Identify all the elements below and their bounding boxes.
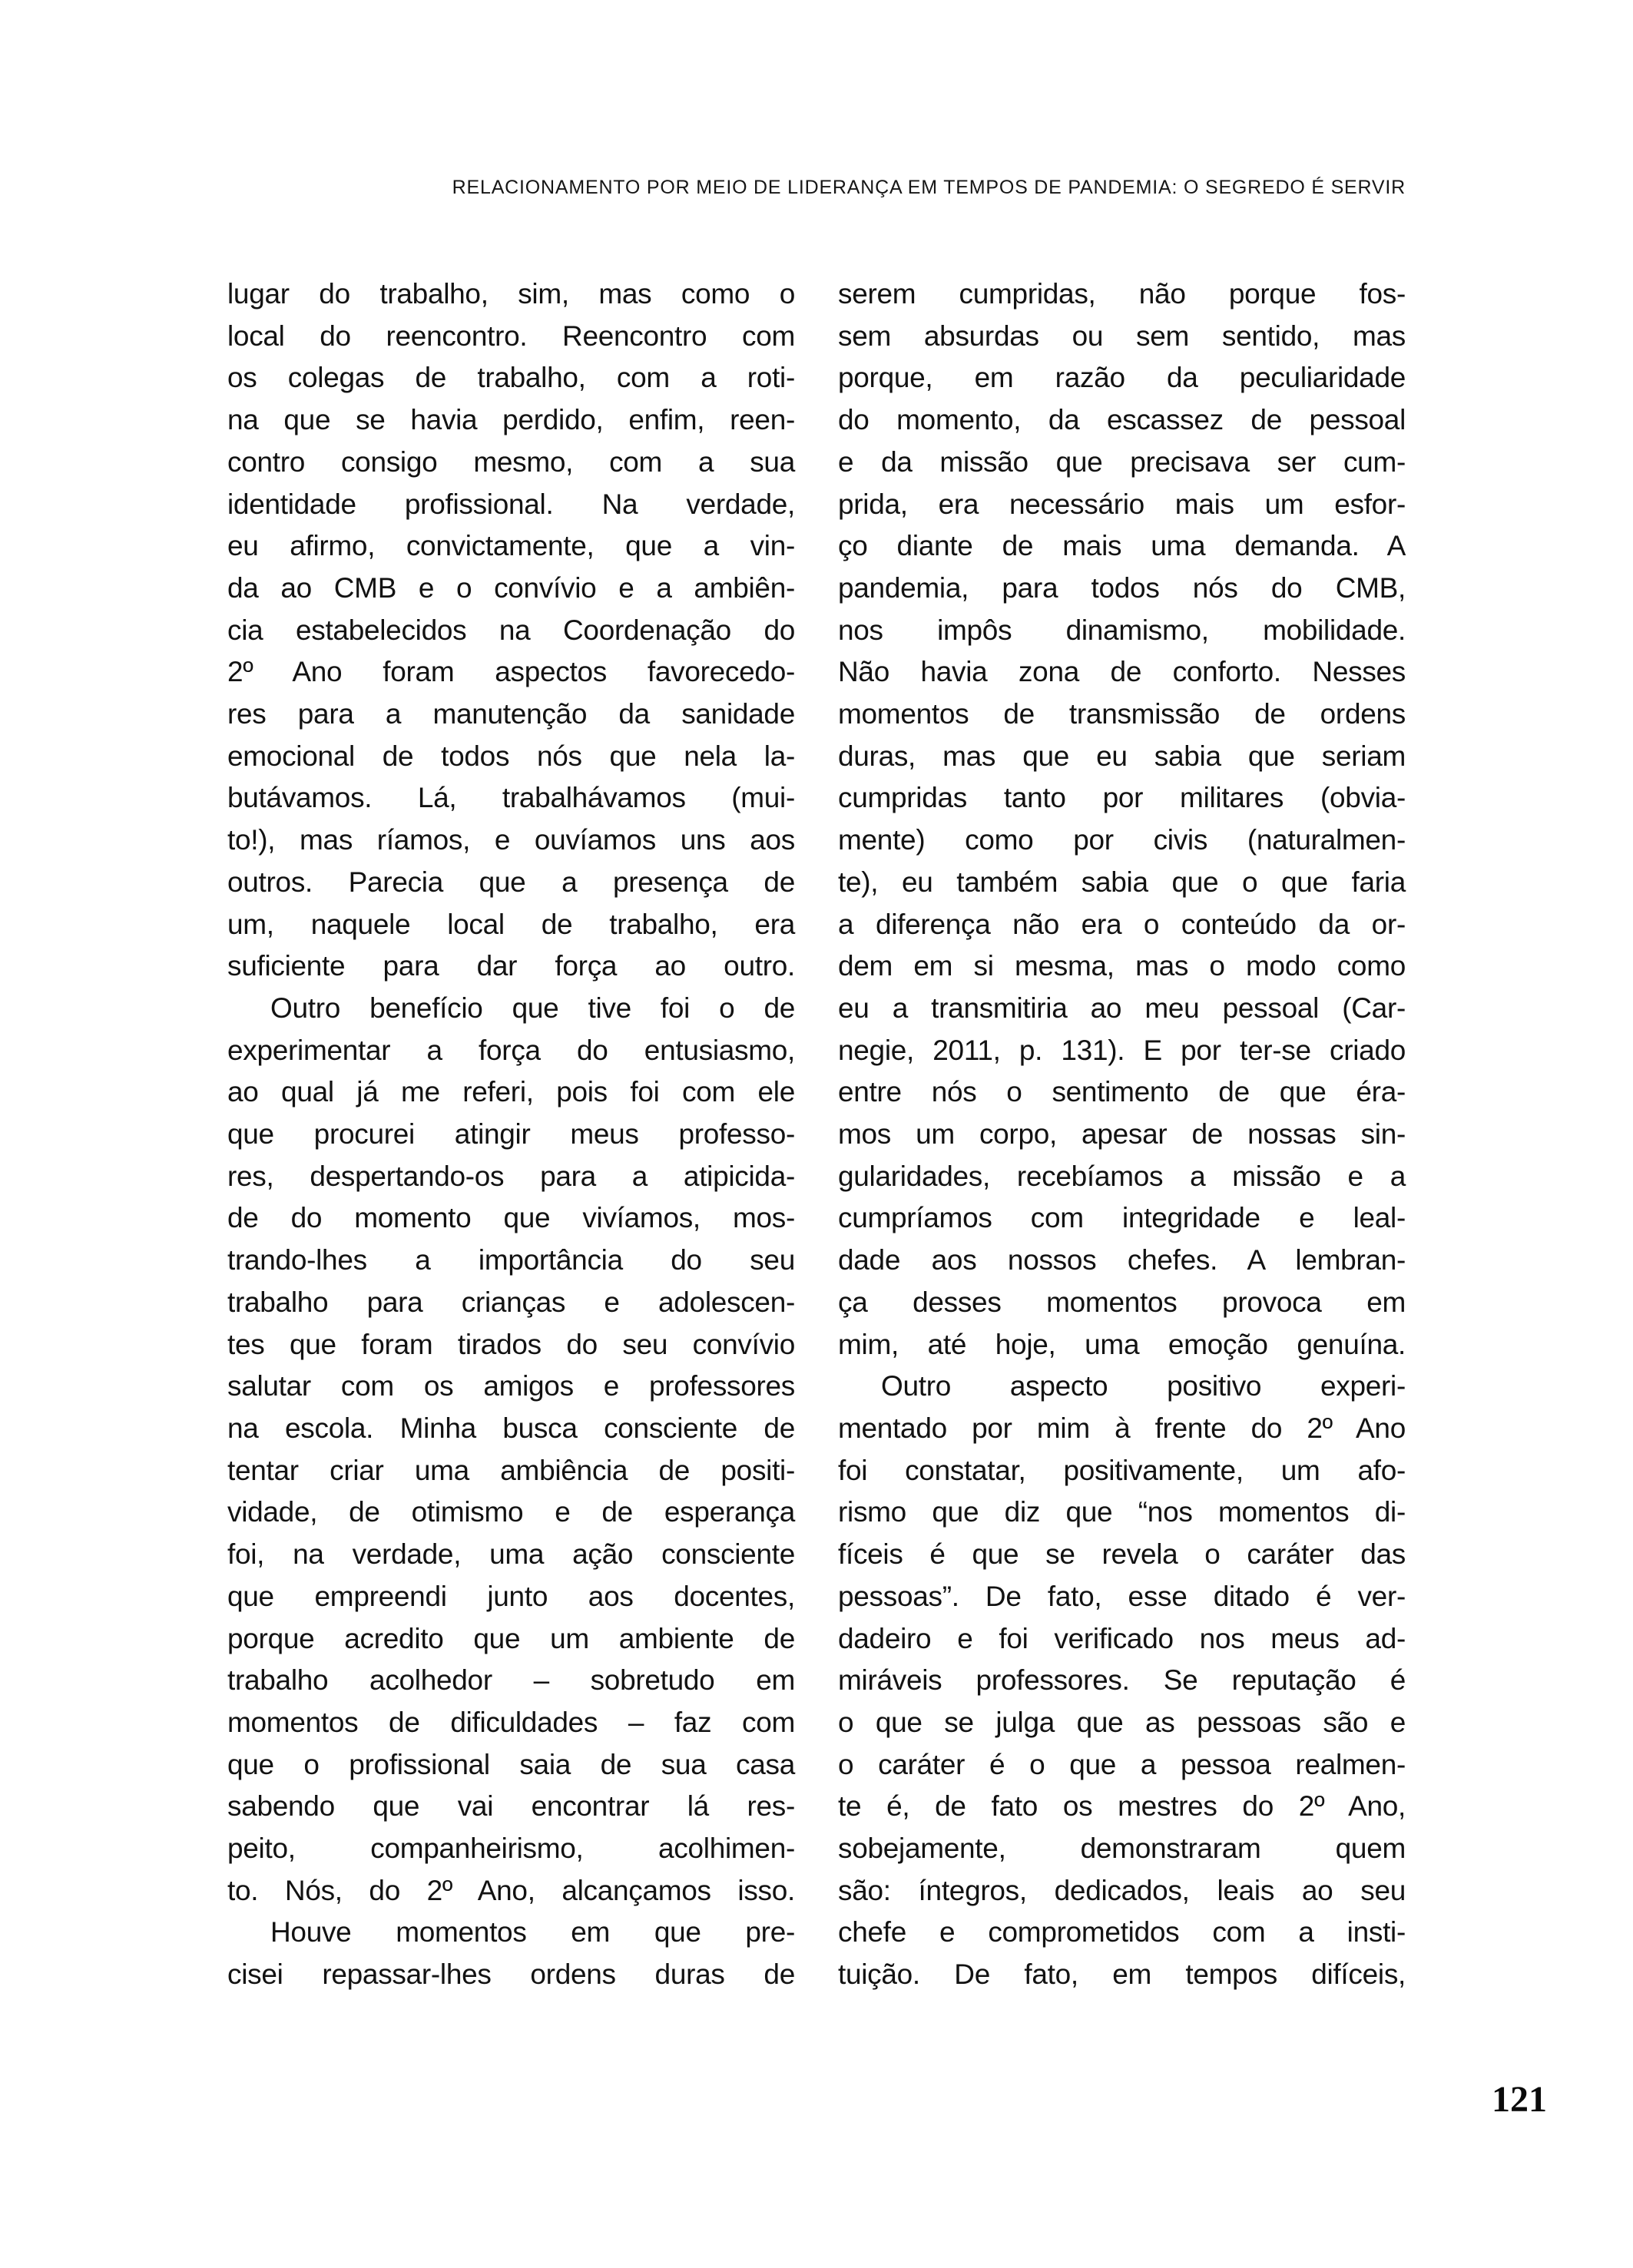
text-line: emocional de todos nós que nela la- xyxy=(227,740,795,772)
text-line: mente) como por civis (naturalmen- xyxy=(838,824,1406,856)
text-line: e da missão que precisava ser cum- xyxy=(838,445,1406,478)
text-block xyxy=(227,273,1406,1996)
text-line: eu a transmitiria ao meu pessoal (Car- xyxy=(838,992,1406,1024)
text-line: lugar do trabalho, sim, mas como o xyxy=(227,278,795,310)
text-line: sabendo que vai encontrar lá res- xyxy=(227,1790,795,1823)
text-line: te), eu também sabia que o que faria xyxy=(838,866,1406,898)
text-line: dadeiro e foi verificado nos meus ad- xyxy=(838,1622,1406,1654)
text-line: salutar com os amigos e professores xyxy=(227,1370,795,1402)
text-line: trabalho para crianças e adolescen- xyxy=(227,1286,795,1318)
running-header: RELACIONAMENTO POR MEIO DE LIDERANÇA EM TEMPOS DE PANDEMIA: O SEGREDO É SERVIR xyxy=(452,177,1406,198)
text-line: um, naquele local de trabalho, era xyxy=(227,908,795,940)
text-line: mos um corpo, apesar de nossas sin- xyxy=(838,1118,1406,1151)
left-column xyxy=(227,273,795,1996)
text-line: to. Nós, do 2º Ano, alcançamos isso. xyxy=(227,1874,795,1906)
text-line: Outro aspecto positivo experi- xyxy=(881,1370,1406,1402)
text-line: ço diante de mais uma demanda. A xyxy=(838,530,1406,562)
text-line: identidade profissional. Na verdade, xyxy=(227,488,795,520)
text-line: peito, companheirismo, acolhimen- xyxy=(227,1833,795,1865)
text-line: nos impôs dinamismo, mobilidade. xyxy=(838,614,1406,646)
text-line: serem cumpridas, não porque fos- xyxy=(838,278,1406,310)
text-line: contro consigo mesmo, com a sua xyxy=(227,445,795,478)
text-line: ao qual já me referi, pois foi com ele xyxy=(227,1076,795,1108)
text-line: Houve momentos em que pre- xyxy=(270,1916,795,1948)
text-line: cisei repassar-lhes ordens duras de xyxy=(227,1958,795,1991)
text-line: do momento, da escassez de pessoal xyxy=(838,404,1406,436)
text-line: res, despertando-os para a atipicida- xyxy=(227,1160,795,1192)
text-line: cumpríamos com integridade e leal- xyxy=(838,1202,1406,1234)
text-line: vidade, de otimismo e de esperança xyxy=(227,1496,795,1528)
text-line: trando-lhes a importância do seu xyxy=(227,1244,795,1276)
text-line: sobejamente, demonstraram quem xyxy=(838,1833,1406,1865)
text-line: tes que foram tirados do seu convívio xyxy=(227,1328,795,1360)
text-line: 2º Ano foram aspectos favorecedo- xyxy=(227,656,795,688)
text-line: os colegas de trabalho, com a roti- xyxy=(227,362,795,394)
text-line: to!), mas ríamos, e ouvíamos uns aos xyxy=(227,824,795,856)
text-line: foi constatar, positivamente, um afo- xyxy=(838,1454,1406,1486)
text-line: tentar criar uma ambiência de positi- xyxy=(227,1454,795,1486)
text-line: butávamos. Lá, trabalhávamos (mui- xyxy=(227,782,795,814)
text-line: trabalho acolhedor – sobretudo em xyxy=(227,1664,795,1697)
text-line: o caráter é o que a pessoa realmen- xyxy=(838,1748,1406,1780)
text-line: porque, em razão da peculiaridade xyxy=(838,362,1406,394)
text-line: que empreendi junto aos docentes, xyxy=(227,1580,795,1612)
text-line: que o profissional saia de sua casa xyxy=(227,1748,795,1780)
text-line: mim, até hoje, uma emoção genuína. xyxy=(838,1328,1406,1360)
text-line: prida, era necessário mais um esfor- xyxy=(838,488,1406,520)
text-line: pandemia, para todos nós do CMB, xyxy=(838,571,1406,604)
text-line: duras, mas que eu sabia que seriam xyxy=(838,740,1406,772)
text-line: outros. Parecia que a presença de xyxy=(227,866,795,898)
text-line: sem absurdas ou sem sentido, mas xyxy=(838,320,1406,352)
text-line: que procurei atingir meus professo- xyxy=(227,1118,795,1151)
text-line: cumpridas tanto por militares (obvia- xyxy=(838,782,1406,814)
text-line: eu afirmo, convictamente, que a vin- xyxy=(227,530,795,562)
text-line: o que se julga que as pessoas são e xyxy=(838,1706,1406,1738)
page-number: 121 xyxy=(1492,2079,1547,2120)
text-line: porque acredito que um ambiente de xyxy=(227,1622,795,1654)
text-line: pessoas”. De fato, esse ditado é ver- xyxy=(838,1580,1406,1612)
text-line: mentado por mim à frente do 2º Ano xyxy=(838,1412,1406,1444)
text-line: da ao CMB e o convívio e a ambiên- xyxy=(227,571,795,604)
text-line: Outro benefício que tive foi o de xyxy=(270,992,795,1024)
text-line: a diferença não era o conteúdo da or- xyxy=(838,908,1406,940)
text-line: res para a manutenção da sanidade xyxy=(227,698,795,730)
text-line: foi, na verdade, uma ação consciente xyxy=(227,1538,795,1571)
text-line: local do reencontro. Reencontro com xyxy=(227,320,795,352)
text-line: cia estabelecidos na Coordenação do xyxy=(227,614,795,646)
right-column xyxy=(838,273,1406,1996)
text-line: miráveis professores. Se reputação é xyxy=(838,1664,1406,1697)
text-line: experimentar a força do entusiasmo, xyxy=(227,1034,795,1066)
text-line: negie, 2011, p. 131). E por ter-se criado xyxy=(838,1034,1406,1066)
text-line: te é, de fato os mestres do 2º Ano, xyxy=(838,1790,1406,1823)
text-line: momentos de dificuldades – faz com xyxy=(227,1706,795,1738)
text-line: na que se havia perdido, enfim, reen- xyxy=(227,404,795,436)
text-line: rismo que diz que “nos momentos di- xyxy=(838,1496,1406,1528)
text-line: na escola. Minha busca consciente de xyxy=(227,1412,795,1444)
text-line: momentos de transmissão de ordens xyxy=(838,698,1406,730)
text-line: suficiente para dar força ao outro. xyxy=(227,950,795,982)
text-line: ça desses momentos provoca em xyxy=(838,1286,1406,1318)
text-line: dade aos nossos chefes. A lembran- xyxy=(838,1244,1406,1276)
text-line: gularidades, recebíamos a missão e a xyxy=(838,1160,1406,1192)
text-line: entre nós o sentimento de que éra- xyxy=(838,1076,1406,1108)
text-line: fíceis é que se revela o caráter das xyxy=(838,1538,1406,1571)
text-line: tuição. De fato, em tempos difíceis, xyxy=(838,1958,1406,1991)
text-line: de do momento que vivíamos, mos- xyxy=(227,1202,795,1234)
text-line: Não havia zona de conforto. Nesses xyxy=(838,656,1406,688)
text-line: são: íntegros, dedicados, leais ao seu xyxy=(838,1874,1406,1906)
text-line: dem em si mesma, mas o modo como xyxy=(838,950,1406,982)
text-line: chefe e comprometidos com a insti- xyxy=(838,1916,1406,1948)
